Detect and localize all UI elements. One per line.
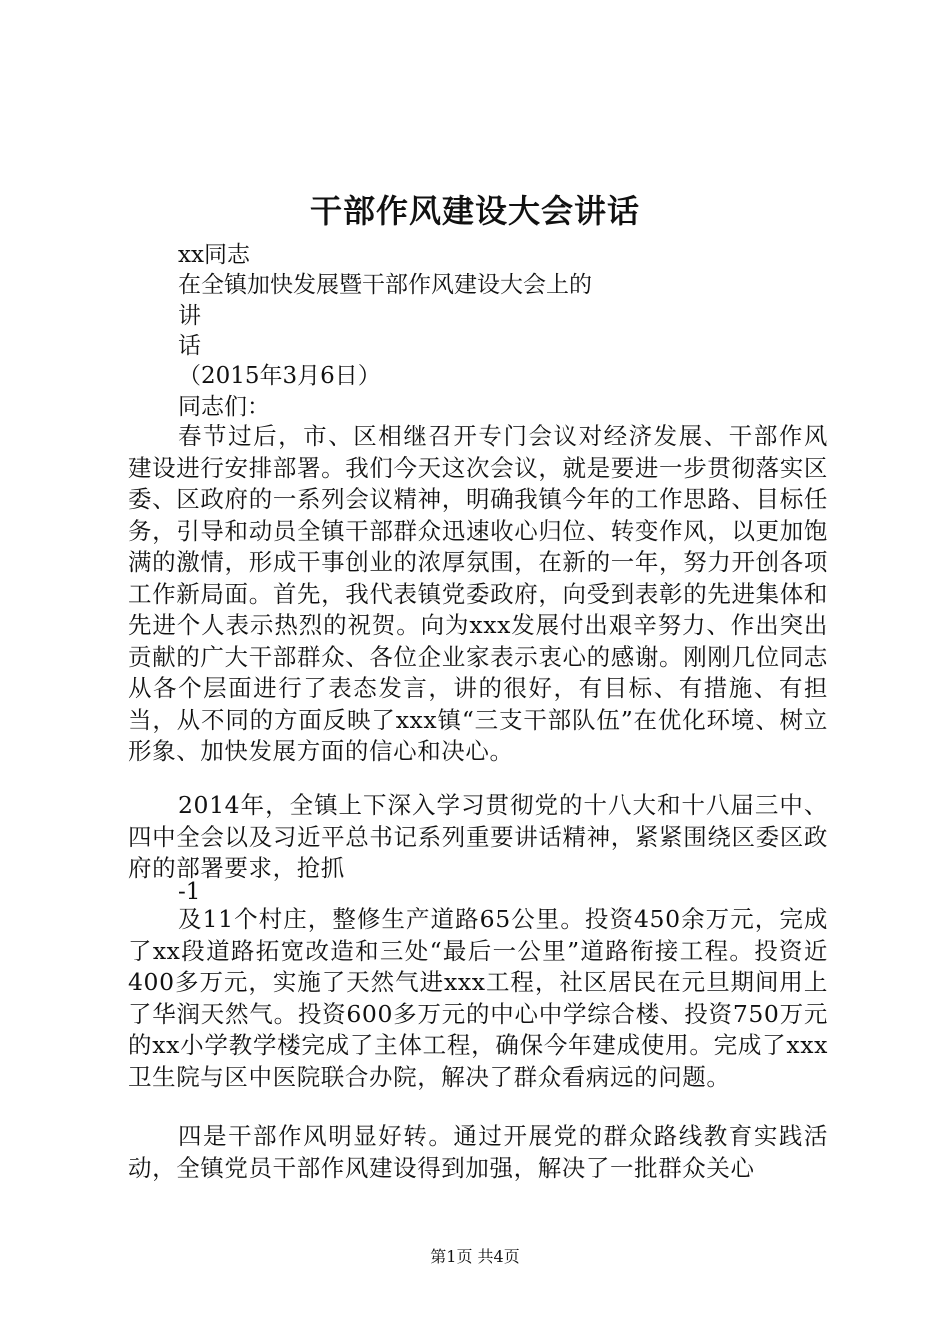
paragraph-infrastructure: 及11个村庄，整修生产道路65公里。投资450余万元，完成了xx段道路拓宽改造和三处“最后一公里”道路衔接工程。投资近400多万元，实施了天然气进xxx工程，社区居民在元旦期间用上了华润天然气。投资600多万元的中心中学综合楼、投资750万元的xx小学教学楼完成了主体工程，确保今年建成使用。完成了xxx卫生院与区中医院联合办院，解决了群众看病远的问题。 — [128, 905, 828, 1091]
page-footer: 第1页 共4页 — [430, 1247, 520, 1266]
speech-subtitle-char-1: 讲 — [178, 303, 201, 329]
document-title: 干部作风建设大会讲话 — [309, 192, 640, 230]
speech-subtitle: 在全镇加快发展暨干部作风建设大会上的 — [178, 272, 592, 298]
page-marker: -1 — [178, 879, 201, 905]
speaker-line: xx同志 — [178, 242, 250, 268]
greeting: 同志们： — [178, 394, 270, 420]
paragraph-opening: 春节过后，市、区相继召开专门会议对经济发展、干部作风建设进行安排部署。我们今天这次会议，就是要进一步贯彻落实区委、区政府的一系列会议精神，明确我镇今年的工作思路、目标任务，引导和动员全镇干部群众迅速收心归位、转变作风，以更加饱满的激情，形成干事创业的浓厚氛围，在新的一年，努力开创各项工作新局面。首先，我代表镇党委政府，向受到表彰的先进集体和先进个人表示热烈的祝贺。向为xxx发展付出艰辛努力、作出突出贡献的广大干部群众、各位企业家表示衷心的感谢。刚刚几位同志从各个层面进行了表态发言，讲的很好，有目标、有措施、有担当，从不同的方面反映了xxx镇“三支干部队伍”在优化环境、树立形象、加快发展方面的信心和决心。 — [128, 422, 828, 765]
speech-date: （2015年3月6日） — [178, 363, 381, 389]
paragraph-cadre-style: 四是干部作风明显好转。通过开展党的群众路线教育实践活动，全镇党员干部作风建设得到加强，解决了一批群众关心 — [128, 1122, 828, 1182]
paragraph-2014-review: 2014年，全镇上下深入学习贯彻党的十八大和十八届三中、四中全会以及习近平总书记系列重要讲话精神，紧紧围绕区委区政府的部署要求，抢抓 — [128, 791, 828, 882]
speech-subtitle-char-2: 话 — [178, 333, 201, 359]
